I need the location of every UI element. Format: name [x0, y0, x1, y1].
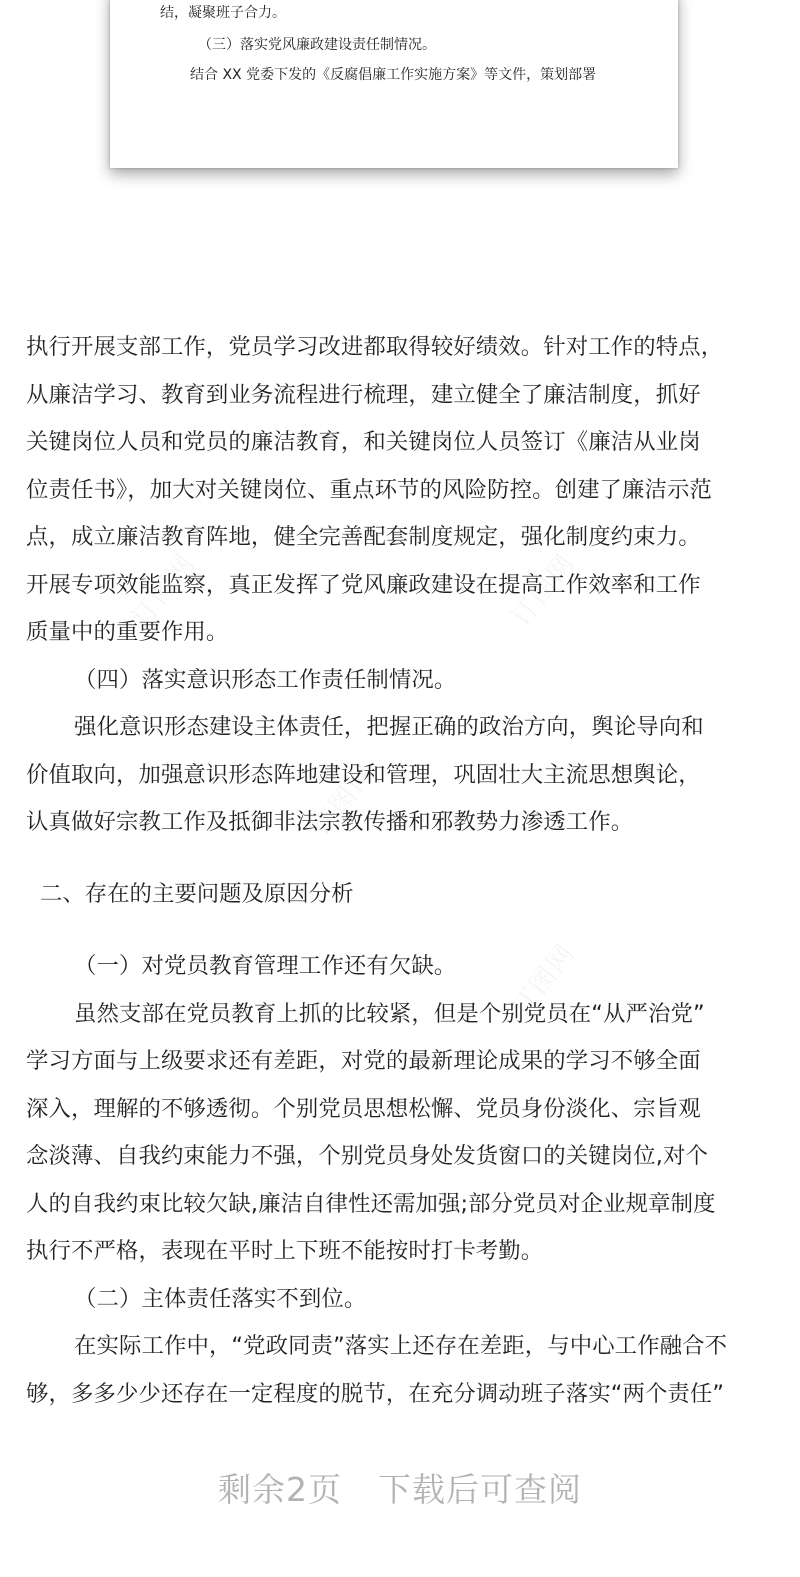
download-to-view-label: 下载后可查阅 — [378, 1470, 582, 1509]
body-line: 执行不严格，表现在平时上下班不能按时打卡考勤。 — [26, 1238, 544, 1264]
document-body — [26, 324, 774, 1418]
body-line: 念淡薄、自我约束能力不强，个别党员身处发货窗口的关键岗位,对个 — [26, 1143, 708, 1169]
body-line: 虽然支部在党员教育上抓的比较紧，但是个别党员在“从严治党” — [74, 1000, 705, 1027]
section-heading: 二、存在的主要问题及原因分析 — [40, 880, 354, 907]
body-line: 从廉洁学习、教育到业务流程进行梳理，建立健全了廉洁制度，抓好 — [26, 381, 701, 408]
download-prompt[interactable] — [0, 1464, 800, 1511]
preview-line: （三）落实党风廉政建设责任制情况。 — [198, 37, 436, 53]
body-line: 够，多多少少还存在一定程度的脱节，在充分调动班子落实“两个责任” — [26, 1380, 725, 1407]
preview-line: 结，凝聚班子合力。 — [160, 5, 286, 21]
body-line: 开展专项效能监察，真正发挥了党风廉政建设在提高工作效率和工作 — [26, 571, 701, 598]
body-line: 深入，理解的不够透彻。个别党员思想松懈、党员身份淡化、宗旨观 — [26, 1095, 701, 1122]
body-line: 位责任书》，加大对关键岗位、重点环节的风险防控。创建了廉洁示范 — [26, 476, 713, 503]
body-line: 在实际工作中，“党政同责”落实上还存在差距，与中心工作融合不 — [74, 1333, 728, 1359]
subsection-heading: （二）主体责任落实不到位。 — [74, 1285, 367, 1312]
preview-line: 结合 XX 党委下发的《反腐倡廉工作实施方案》等文件，策划部署 — [190, 67, 597, 83]
subsection-heading: （一）对党员教育管理工作还有欠缺。 — [74, 953, 457, 979]
remaining-pages-label: 剩余2页 — [218, 1470, 342, 1509]
body-line: 执行开展支部工作，党员学习改进都取得较好绩效。针对工作的特点， — [26, 334, 724, 360]
body-line: 强化意识形态建设主体责任，把握正确的政治方向，舆论导向和 — [74, 714, 704, 740]
body-line: 学习方面与上级要求还有差距，对党的最新理论成果的学习不够全面 — [26, 1048, 701, 1074]
body-line: 人的自我约束比较欠缺,廉洁自律性还需加强;部分党员对企业规章制度 — [26, 1190, 716, 1217]
subsection-heading: （四）落实意识形态工作责任制情况。 — [74, 666, 457, 693]
body-line: 质量中的重要作用。 — [26, 619, 229, 645]
body-line: 关键岗位人员和党员的廉洁教育，和关键岗位人员签订《廉洁从业岗 — [26, 429, 701, 455]
body-line: 价值取向，加强意识形态阵地建设和管理，巩固壮大主流思想舆论， — [26, 761, 701, 788]
document-preview-card — [110, 0, 678, 168]
body-line: 认真做好宗教工作及抵御非法宗教传播和邪教势力渗透工作。 — [26, 809, 634, 835]
body-line: 点，成立廉洁教育阵地，健全完善配套制度规定，强化制度约束力。 — [26, 524, 701, 550]
